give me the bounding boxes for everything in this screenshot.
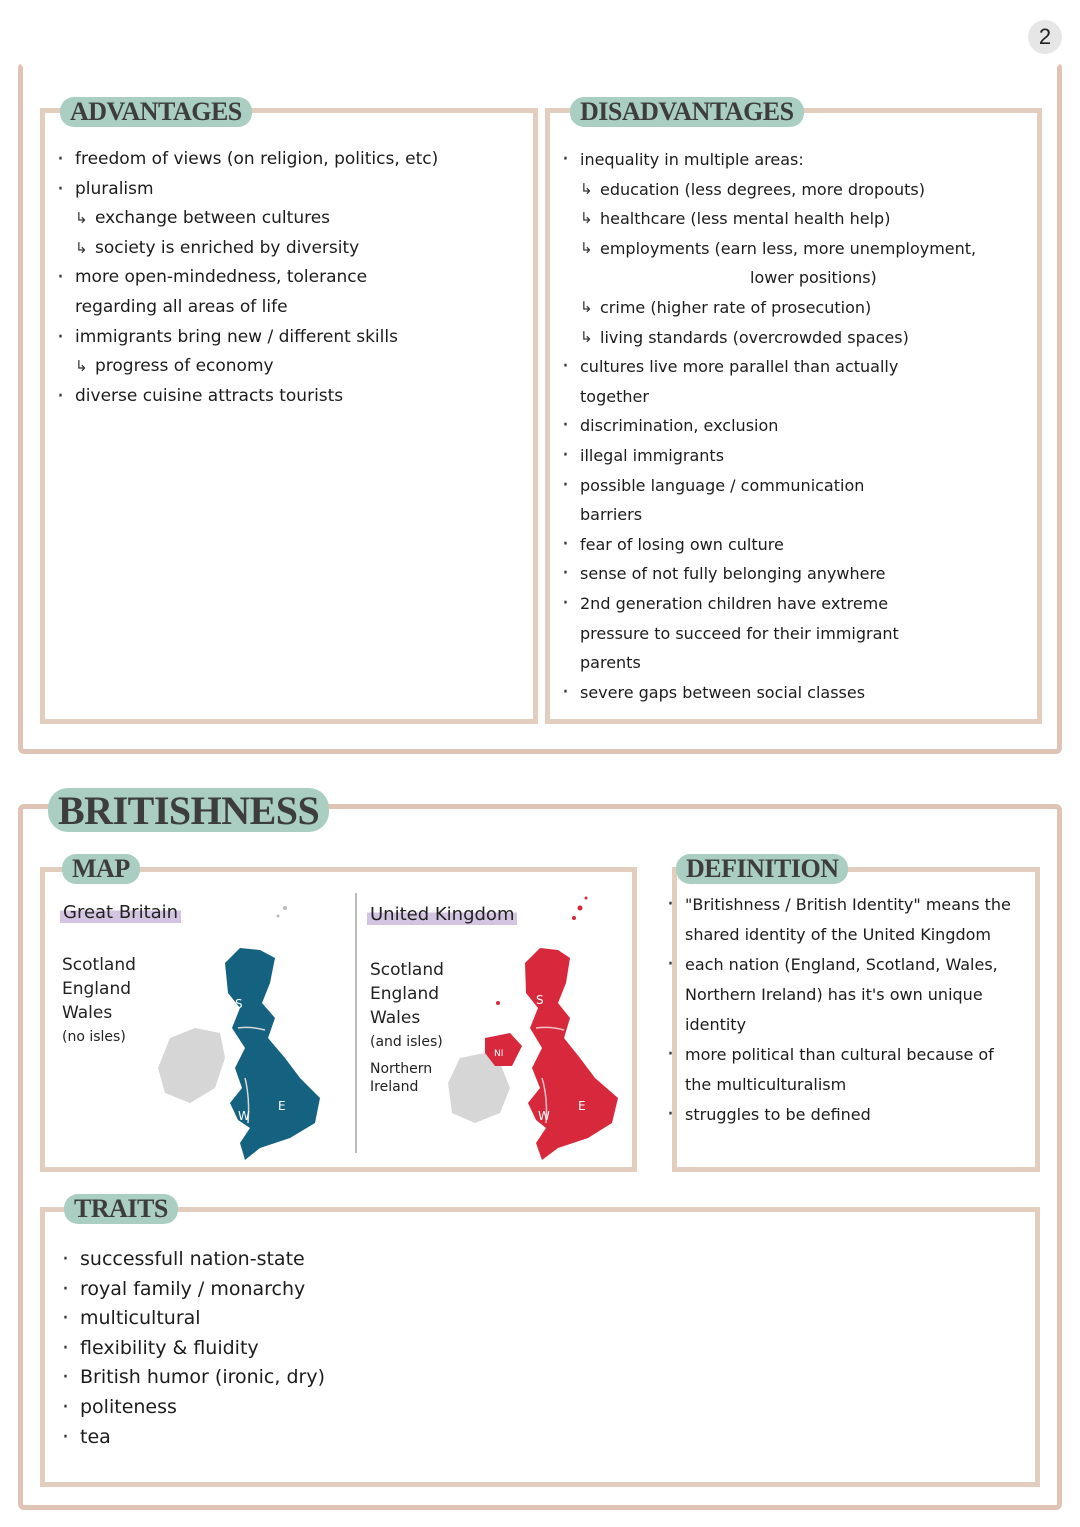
list-item: · freedom of views (on religion, politics, etc) xyxy=(55,145,535,175)
list-item: · struggles to be defined xyxy=(665,1100,1015,1130)
great-britain-label: Great Britain xyxy=(60,902,181,923)
list-item: regarding all areas of life xyxy=(75,296,288,317)
uk-note: (and isles) xyxy=(370,1034,443,1050)
list-item: · more political than cultural because of the multiculturalism xyxy=(665,1040,1015,1100)
definition-title: DEFINITION xyxy=(676,854,848,884)
list-item: · pluralism xyxy=(55,175,535,205)
ireland-shape xyxy=(158,1028,225,1103)
united-kingdom-map xyxy=(440,888,635,1163)
list-item: · "Britishness / British Identity" means the shared identity of the United Kingdom xyxy=(665,890,1015,950)
gb-nation: Scotland xyxy=(62,955,136,975)
uk-nation: England xyxy=(370,984,440,1004)
uk-nations xyxy=(370,958,444,1096)
uk-nation: Wales xyxy=(370,1008,421,1028)
advantages-list xyxy=(55,145,535,411)
list-item: ↳ society is enriched by diversity xyxy=(55,234,535,264)
list-item: · tea xyxy=(60,1423,660,1453)
list-item: · diverse cuisine attracts tourists xyxy=(55,382,535,412)
list-item: lower positions) xyxy=(750,268,877,288)
gb-label-s: S xyxy=(235,997,243,1011)
britishness-title: BRITISHNESS xyxy=(48,788,329,832)
list-item: · politeness xyxy=(60,1393,660,1423)
list-item: barriers xyxy=(580,505,643,525)
gb-shape xyxy=(225,948,320,1160)
disadvantages-title: DISADVANTAGES xyxy=(570,97,804,127)
gb-note: (no isles) xyxy=(62,1029,126,1045)
list-item: · successfull nation-state xyxy=(60,1245,660,1275)
list-item: · 2nd generation children have extreme xyxy=(560,589,1040,619)
uk-extra-line: Ireland xyxy=(370,1079,419,1095)
list-item: · royal family / monarchy xyxy=(60,1275,660,1305)
traits-title: TRAITS xyxy=(64,1194,178,1224)
gb-nations xyxy=(62,953,136,1049)
list-item: · sense of not fully belonging anywhere xyxy=(560,559,1040,589)
disadvantages-list xyxy=(560,145,1040,707)
uk-label-e: E xyxy=(578,1099,586,1113)
list-item: parents xyxy=(580,653,641,673)
uk-label-w: W xyxy=(538,1109,550,1123)
list-item: · multicultural xyxy=(60,1304,660,1334)
list-item: pressure to succeed for their immigrant xyxy=(580,623,899,643)
uk-extra xyxy=(370,1060,444,1096)
advantages-title: ADVANTAGES xyxy=(60,97,252,127)
page-number: 2 xyxy=(1028,20,1062,54)
gb-label-w: W xyxy=(238,1109,250,1123)
list-item: · discrimination, exclusion xyxy=(560,411,1040,441)
list-item: · inequality in multiple areas: xyxy=(560,145,1040,175)
list-item: · flexibility & fluidity xyxy=(60,1334,660,1364)
map-title: MAP xyxy=(62,854,140,884)
list-item: together xyxy=(580,386,649,406)
uk-gb-shape xyxy=(525,948,618,1160)
list-item: ↳ crime (higher rate of prosecution) xyxy=(560,293,1040,323)
list-item: · illegal immigrants xyxy=(560,441,1040,471)
gb-label-e: E xyxy=(278,1099,286,1113)
map-divider xyxy=(355,893,357,1153)
uk-nation: Scotland xyxy=(370,960,444,980)
list-item: · each nation (England, Scotland, Wales, Northern Ireland) has it's own unique identity xyxy=(665,950,1015,1040)
list-item: ↳ healthcare (less mental health help) xyxy=(560,204,1040,234)
list-item: · immigrants bring new / different skills xyxy=(55,323,535,353)
uk-label-s: S xyxy=(536,993,544,1007)
list-item: · cultures live more parallel than actually xyxy=(560,352,1040,382)
list-item: · possible language / communication xyxy=(560,471,1040,501)
great-britain-map xyxy=(150,888,350,1163)
traits-list xyxy=(60,1245,660,1452)
definition-list xyxy=(665,890,1015,1130)
uk-extra-line: Northern xyxy=(370,1061,433,1077)
list-item: · British humor (ironic, dry) xyxy=(60,1363,660,1393)
uk-label-ni: NI xyxy=(494,1049,504,1059)
list-item: · fear of losing own culture xyxy=(560,530,1040,560)
gb-nation: England xyxy=(62,979,132,999)
list-item: ↳ exchange between cultures xyxy=(55,204,535,234)
gb-nation: Wales xyxy=(62,1003,113,1023)
list-item: ↳ living standards (overcrowded spaces) xyxy=(560,323,1040,353)
list-item: ↳ progress of economy xyxy=(55,352,535,382)
list-item: · more open-mindedness, tolerance xyxy=(55,263,535,293)
list-item: ↳ employments (earn less, more unemployment, xyxy=(560,234,1040,264)
list-item: ↳ education (less degrees, more dropouts) xyxy=(560,175,1040,205)
list-item: · severe gaps between social classes xyxy=(560,678,1040,708)
united-kingdom-label: United Kingdom xyxy=(367,904,517,925)
